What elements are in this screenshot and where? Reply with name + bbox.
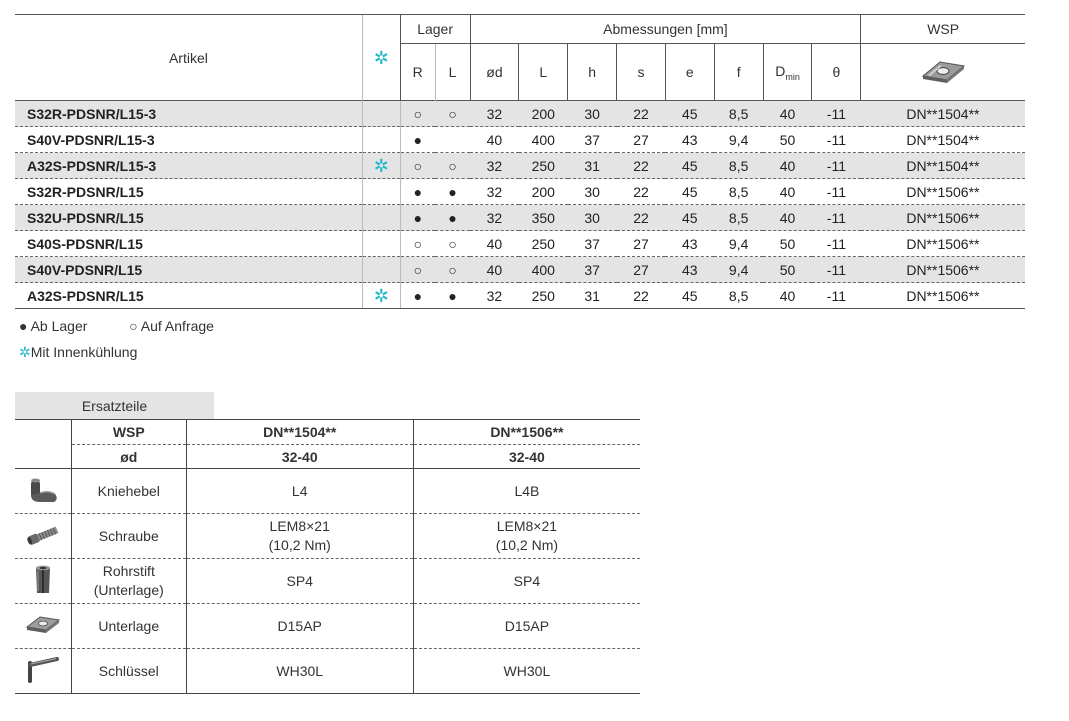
spare-part-row bbox=[15, 559, 640, 604]
article-code: S40V-PDSNR/L15-3 bbox=[15, 127, 362, 153]
header-s: s bbox=[617, 44, 666, 101]
dim-od: 32 bbox=[470, 205, 519, 231]
dim-h: 31 bbox=[568, 153, 617, 179]
dim-e: 45 bbox=[665, 283, 714, 309]
stock-r: ● bbox=[400, 283, 435, 309]
stock-l: ○ bbox=[435, 231, 470, 257]
snowflake-icon: ✲ bbox=[373, 285, 389, 306]
dim-od: 32 bbox=[470, 101, 519, 127]
dim-h: 37 bbox=[568, 257, 617, 283]
dim-e: 45 bbox=[665, 179, 714, 205]
header-cooling bbox=[362, 15, 400, 101]
dim-dmin: 50 bbox=[763, 127, 812, 153]
stock-l: ● bbox=[435, 205, 470, 231]
wsp-code: DN**1506** bbox=[861, 231, 1025, 257]
spare-part-row bbox=[15, 514, 640, 559]
part-value-1506: (10,2 Nm) bbox=[495, 537, 559, 553]
wsp-code: DN**1506** bbox=[861, 283, 1025, 309]
dim-dmin: 50 bbox=[763, 257, 812, 283]
header-abmessungen: Abmessungen [mm] bbox=[470, 15, 861, 44]
shim-icon bbox=[24, 625, 62, 641]
legend-cooling bbox=[19, 344, 137, 360]
dim-dmin: 40 bbox=[763, 283, 812, 309]
part-name: Schlüssel bbox=[98, 662, 159, 679]
table-row bbox=[15, 257, 1025, 283]
cooling-cell bbox=[362, 283, 400, 309]
article-code: S32U-PDSNR/L15 bbox=[15, 205, 362, 231]
dim-l: 350 bbox=[519, 205, 568, 231]
dim-theta: -11 bbox=[812, 205, 861, 231]
header-dmin: $D_{min}$ bbox=[763, 44, 812, 101]
dim-od: 32 bbox=[470, 153, 519, 179]
dim-h: 31 bbox=[568, 283, 617, 309]
legend-auf-anfrage: Auf Anfrage bbox=[140, 318, 214, 334]
dim-s: 22 bbox=[617, 283, 666, 309]
stock-r: ○ bbox=[400, 153, 435, 179]
wsp-code: DN**1506** bbox=[861, 205, 1025, 231]
spare-range-1504: 32-40 bbox=[186, 445, 413, 469]
clamp-lever-icon bbox=[26, 492, 60, 508]
part-name: Schraube bbox=[98, 527, 159, 544]
stock-r: ● bbox=[400, 127, 435, 153]
dim-theta: -11 bbox=[812, 283, 861, 309]
dim-f: 9,4 bbox=[714, 127, 763, 153]
part-value-1504: SP4 bbox=[286, 572, 313, 589]
table-row bbox=[15, 205, 1025, 231]
cooling-cell bbox=[362, 257, 400, 283]
dim-f: 8,5 bbox=[714, 179, 763, 205]
wsp-code: DN**1504** bbox=[861, 101, 1025, 127]
stock-r: ● bbox=[400, 205, 435, 231]
wsp-code: DN**1504** bbox=[861, 153, 1025, 179]
cooling-cell bbox=[362, 101, 400, 127]
article-code: S32R-PDSNR/L15 bbox=[15, 179, 362, 205]
dim-h: 37 bbox=[568, 127, 617, 153]
dim-f: 9,4 bbox=[714, 231, 763, 257]
dim-e: 43 bbox=[665, 127, 714, 153]
cooling-cell bbox=[362, 153, 400, 179]
table-row bbox=[15, 283, 1025, 309]
stock-r: ○ bbox=[400, 257, 435, 283]
dim-f: 8,5 bbox=[714, 101, 763, 127]
legend-innenkuehlung: Mit Innenkühlung bbox=[30, 344, 138, 360]
dim-e: 45 bbox=[665, 205, 714, 231]
part-value-1506: L4B bbox=[514, 482, 540, 499]
hex-key-icon bbox=[24, 672, 62, 688]
part-name: (Unterlage) bbox=[93, 582, 164, 598]
part-value-1506: D15AP bbox=[504, 617, 550, 634]
dim-e: 43 bbox=[665, 257, 714, 283]
part-name: Unterlage bbox=[98, 617, 160, 634]
stock-l: ○ bbox=[435, 153, 470, 179]
dim-f: 9,4 bbox=[714, 257, 763, 283]
empty-dot-icon: ○ bbox=[129, 318, 138, 334]
dim-dmin: 40 bbox=[763, 101, 812, 127]
part-value-1506: LEM8×21 bbox=[496, 518, 558, 534]
dim-od: 40 bbox=[470, 127, 519, 153]
header-f: f bbox=[714, 44, 763, 101]
stock-l: ● bbox=[435, 179, 470, 205]
part-value-1504: (10,2 Nm) bbox=[268, 537, 331, 553]
dim-f: 8,5 bbox=[714, 283, 763, 309]
table-row bbox=[15, 127, 1025, 153]
part-value-1506: WH30L bbox=[503, 662, 551, 679]
article-code: S40S-PDSNR/L15 bbox=[15, 231, 362, 257]
ersatzteile-title: Ersatzteile bbox=[15, 392, 214, 419]
part-value-1504: LEM8×21 bbox=[269, 518, 330, 534]
part-name: Rohrstift bbox=[102, 563, 155, 579]
dim-theta: -11 bbox=[812, 101, 861, 127]
dim-theta: -11 bbox=[812, 231, 861, 257]
cropped-heading bbox=[0, 0, 1069, 4]
header-r: R bbox=[400, 44, 435, 101]
wsp-code: DN**1506** bbox=[861, 257, 1025, 283]
spare-wsp-label: WSP bbox=[71, 420, 186, 445]
dim-l: 400 bbox=[519, 257, 568, 283]
tube-pin-icon bbox=[28, 584, 58, 600]
stock-l: ○ bbox=[435, 257, 470, 283]
dim-l: 250 bbox=[519, 153, 568, 179]
stock-r: ○ bbox=[400, 101, 435, 127]
snowflake-icon: ✲ bbox=[19, 344, 31, 360]
dim-theta: -11 bbox=[812, 127, 861, 153]
part-name: Kniehebel bbox=[97, 482, 160, 499]
header-e: e bbox=[665, 44, 714, 101]
dim-l: 200 bbox=[519, 101, 568, 127]
wsp-code: DN**1504** bbox=[861, 127, 1025, 153]
dim-s: 22 bbox=[617, 153, 666, 179]
spare-part-row bbox=[15, 469, 640, 514]
dim-e: 45 bbox=[665, 101, 714, 127]
screw-icon bbox=[24, 537, 62, 553]
header-artikel: Artikel bbox=[15, 15, 362, 101]
spare-col-1504: DN**1504** bbox=[186, 420, 413, 445]
dim-theta: -11 bbox=[812, 257, 861, 283]
cooling-cell bbox=[362, 231, 400, 257]
dim-s: 22 bbox=[617, 205, 666, 231]
spare-od-label: ød bbox=[71, 445, 186, 469]
dim-dmin: 50 bbox=[763, 231, 812, 257]
article-code: A32S-PDSNR/L15-3 bbox=[15, 153, 362, 179]
spare-parts-table bbox=[15, 419, 640, 694]
article-code: A32S-PDSNR/L15 bbox=[15, 283, 362, 309]
dim-s: 27 bbox=[617, 231, 666, 257]
dim-l: 400 bbox=[519, 127, 568, 153]
header-lager: Lager bbox=[400, 15, 470, 44]
insert-icon bbox=[918, 56, 968, 86]
dim-od: 40 bbox=[470, 231, 519, 257]
dim-od: 32 bbox=[470, 179, 519, 205]
dim-s: 27 bbox=[617, 127, 666, 153]
dim-s: 27 bbox=[617, 257, 666, 283]
dim-l: 250 bbox=[519, 231, 568, 257]
article-code: S32R-PDSNR/L15-3 bbox=[15, 101, 362, 127]
dim-l: 250 bbox=[519, 283, 568, 309]
part-value-1504: WH30L bbox=[276, 662, 324, 679]
table-row bbox=[15, 153, 1025, 179]
dim-f: 8,5 bbox=[714, 153, 763, 179]
table-row bbox=[15, 179, 1025, 205]
header-l: L bbox=[435, 44, 470, 101]
part-value-1506: SP4 bbox=[513, 572, 541, 589]
wsp-code: DN**1506** bbox=[861, 179, 1025, 205]
stock-l: ● bbox=[435, 283, 470, 309]
dim-theta: -11 bbox=[812, 179, 861, 205]
legend-ab-lager: Ab Lager bbox=[30, 318, 88, 334]
stock-r: ● bbox=[400, 179, 435, 205]
snowflake-icon: ✲ bbox=[373, 47, 389, 68]
spare-part-row bbox=[15, 604, 640, 649]
dim-h: 30 bbox=[568, 205, 617, 231]
spare-part-row bbox=[15, 649, 640, 694]
dim-od: 40 bbox=[470, 257, 519, 283]
dim-h: 30 bbox=[568, 179, 617, 205]
header-h: h bbox=[568, 44, 617, 101]
dim-theta: -11 bbox=[812, 153, 861, 179]
dim-f: 8,5 bbox=[714, 205, 763, 231]
stock-r: ○ bbox=[400, 231, 435, 257]
cooling-cell bbox=[362, 179, 400, 205]
dim-l: 200 bbox=[519, 179, 568, 205]
header-od: ød bbox=[470, 44, 519, 101]
cooling-cell bbox=[362, 127, 400, 153]
header-theta: θ bbox=[812, 44, 861, 101]
dim-e: 43 bbox=[665, 231, 714, 257]
dim-e: 45 bbox=[665, 153, 714, 179]
tool-holder-table bbox=[15, 14, 1025, 309]
cooling-cell bbox=[362, 205, 400, 231]
dim-h: 37 bbox=[568, 231, 617, 257]
dim-od: 32 bbox=[470, 283, 519, 309]
dim-dmin: 40 bbox=[763, 205, 812, 231]
table-row bbox=[15, 101, 1025, 127]
article-code: S40V-PDSNR/L15 bbox=[15, 257, 362, 283]
full-dot-icon: ● bbox=[19, 318, 28, 334]
dim-s: 22 bbox=[617, 101, 666, 127]
part-value-1504: L4 bbox=[291, 482, 308, 499]
header-length: L bbox=[519, 44, 568, 101]
dim-dmin: 40 bbox=[763, 153, 812, 179]
table-row bbox=[15, 231, 1025, 257]
spare-col-1506: DN**1506** bbox=[413, 420, 640, 445]
spare-range-1506: 32-40 bbox=[413, 445, 640, 469]
legend-stock bbox=[19, 318, 214, 334]
part-value-1504: D15AP bbox=[277, 617, 322, 634]
dim-dmin: 40 bbox=[763, 179, 812, 205]
snowflake-icon: ✲ bbox=[373, 155, 389, 176]
header-wsp-image bbox=[861, 44, 1025, 101]
stock-l: ○ bbox=[435, 101, 470, 127]
dim-s: 22 bbox=[617, 179, 666, 205]
header-wsp: WSP bbox=[861, 15, 1025, 44]
dim-h: 30 bbox=[568, 101, 617, 127]
stock-l bbox=[435, 127, 470, 153]
